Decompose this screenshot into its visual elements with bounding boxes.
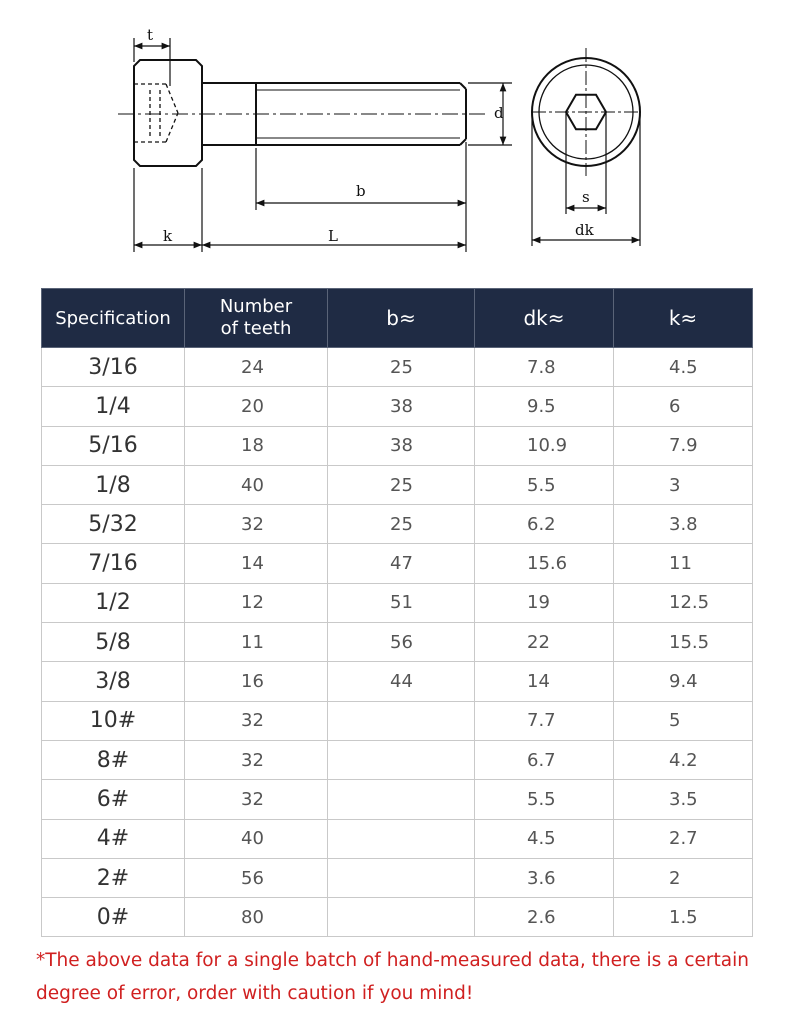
cell-teeth: 32 <box>185 701 328 740</box>
cell-b: 51 <box>328 583 475 622</box>
header-k: k≈ <box>614 289 753 348</box>
cell-dk: 6.7 <box>475 740 614 779</box>
dimension-labels <box>147 26 595 245</box>
cell-dk: 19 <box>475 583 614 622</box>
cell-k: 7.9 <box>614 426 753 465</box>
cell-k: 15.5 <box>614 623 753 662</box>
table-row <box>42 465 753 504</box>
screw-drawing <box>0 0 790 275</box>
table-row <box>42 662 753 701</box>
cell-b: 25 <box>328 348 475 387</box>
header-specification: Specification <box>42 289 185 348</box>
cell-dk: 6.2 <box>475 505 614 544</box>
cell-teeth: 12 <box>185 583 328 622</box>
cell-dk: 2.6 <box>475 898 614 937</box>
table-row <box>42 348 753 387</box>
cell-b <box>328 898 475 937</box>
cell-dk: 22 <box>475 623 614 662</box>
label-b: b <box>356 182 366 200</box>
table-row <box>42 426 753 465</box>
cell-dk: 5.5 <box>475 780 614 819</box>
table-row <box>42 701 753 740</box>
cell-spec: 2# <box>42 858 185 897</box>
cell-k: 4.5 <box>614 348 753 387</box>
label-k: k <box>163 227 173 245</box>
cell-spec: 0# <box>42 898 185 937</box>
cell-teeth: 32 <box>185 505 328 544</box>
cell-dk: 15.6 <box>475 544 614 583</box>
header-number-line1: Number <box>219 296 293 317</box>
cell-teeth: 40 <box>185 465 328 504</box>
cell-teeth: 80 <box>185 898 328 937</box>
header-number-line2: of teeth <box>220 318 292 339</box>
cell-teeth: 14 <box>185 544 328 583</box>
table-row <box>42 505 753 544</box>
cell-teeth: 24 <box>185 348 328 387</box>
cell-spec: 3/8 <box>42 662 185 701</box>
cell-b <box>328 701 475 740</box>
cell-spec: 7/16 <box>42 544 185 583</box>
side-view <box>118 60 488 166</box>
cell-k: 3.5 <box>614 780 753 819</box>
table-row <box>42 583 753 622</box>
cell-b: 38 <box>328 387 475 426</box>
cell-spec: 4# <box>42 819 185 858</box>
cell-spec: 8# <box>42 740 185 779</box>
cell-teeth: 16 <box>185 662 328 701</box>
cell-k: 3.8 <box>614 505 753 544</box>
cell-b: 56 <box>328 623 475 662</box>
cell-k: 4.2 <box>614 740 753 779</box>
cell-spec: 5/8 <box>42 623 185 662</box>
cell-b: 38 <box>328 426 475 465</box>
cell-teeth: 32 <box>185 780 328 819</box>
specification-table <box>41 288 753 937</box>
header-b: b≈ <box>328 289 475 348</box>
cell-k: 11 <box>614 544 753 583</box>
header-number-of-teeth <box>185 289 328 348</box>
header-dk: dk≈ <box>475 289 614 348</box>
table-row <box>42 780 753 819</box>
table-header-row <box>42 289 753 348</box>
cell-b: 44 <box>328 662 475 701</box>
cell-spec: 5/16 <box>42 426 185 465</box>
cell-k: 12.5 <box>614 583 753 622</box>
table-row <box>42 858 753 897</box>
cell-spec: 1/4 <box>42 387 185 426</box>
cell-teeth: 11 <box>185 623 328 662</box>
table-row <box>42 898 753 937</box>
cell-dk: 7.8 <box>475 348 614 387</box>
cell-dk: 7.7 <box>475 701 614 740</box>
screw-dimension-diagram <box>0 0 790 275</box>
cell-b: 25 <box>328 465 475 504</box>
cell-spec: 6# <box>42 780 185 819</box>
cell-spec: 5/32 <box>42 505 185 544</box>
cell-dk: 10.9 <box>475 426 614 465</box>
label-t: t <box>147 26 154 44</box>
table-row <box>42 387 753 426</box>
label-dk: dk <box>575 221 594 239</box>
label-d: d <box>494 104 504 122</box>
table-row <box>42 819 753 858</box>
table-row <box>42 623 753 662</box>
cell-k: 2 <box>614 858 753 897</box>
cell-b <box>328 740 475 779</box>
cell-b <box>328 858 475 897</box>
end-view <box>532 48 640 176</box>
cell-k: 5 <box>614 701 753 740</box>
cell-b: 25 <box>328 505 475 544</box>
cell-dk: 9.5 <box>475 387 614 426</box>
cell-teeth: 20 <box>185 387 328 426</box>
label-s: s <box>582 188 590 206</box>
cell-spec: 10# <box>42 701 185 740</box>
cell-dk: 4.5 <box>475 819 614 858</box>
cell-teeth: 40 <box>185 819 328 858</box>
cell-dk: 14 <box>475 662 614 701</box>
cell-k: 9.4 <box>614 662 753 701</box>
label-L: L <box>328 227 338 245</box>
cell-k: 3 <box>614 465 753 504</box>
cell-k: 2.7 <box>614 819 753 858</box>
cell-spec: 3/16 <box>42 348 185 387</box>
caution-note: *The above data for a single batch of hand-measured data, there is a certain degree of error, order with caution if you mind! <box>36 950 749 1004</box>
cell-k: 6 <box>614 387 753 426</box>
cell-b: 47 <box>328 544 475 583</box>
table-row <box>42 544 753 583</box>
cell-spec: 1/2 <box>42 583 185 622</box>
cell-teeth: 18 <box>185 426 328 465</box>
cell-dk: 3.6 <box>475 858 614 897</box>
cell-k: 1.5 <box>614 898 753 937</box>
cell-b <box>328 780 475 819</box>
cell-teeth: 56 <box>185 858 328 897</box>
cell-b <box>328 819 475 858</box>
cell-spec: 1/8 <box>42 465 185 504</box>
table-row <box>42 740 753 779</box>
cell-teeth: 32 <box>185 740 328 779</box>
cell-dk: 5.5 <box>475 465 614 504</box>
